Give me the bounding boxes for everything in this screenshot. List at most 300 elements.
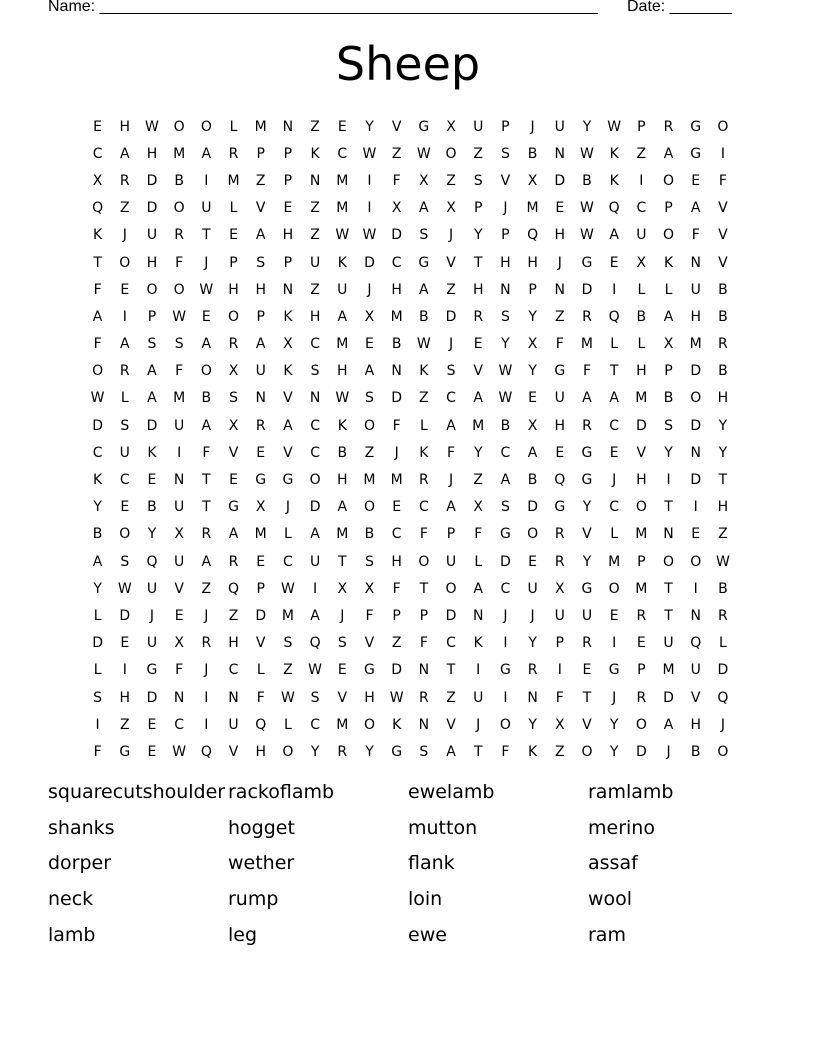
grid-cell: U xyxy=(201,200,212,217)
grid-cell: P xyxy=(637,662,646,679)
word-list-item: wool xyxy=(588,888,633,911)
grid-cell: K xyxy=(609,172,619,189)
grid-cell: E xyxy=(555,444,565,461)
grid-cell: U xyxy=(445,553,457,570)
grid-cell: C xyxy=(500,580,511,597)
word-list-item: rackoflamb xyxy=(228,781,335,803)
grid-cell: H xyxy=(527,254,538,271)
grid-cell: H xyxy=(337,472,348,489)
grid-cell: F xyxy=(555,689,564,706)
grid-cell: Y xyxy=(609,743,619,760)
grid-cell: F xyxy=(93,743,102,760)
grid-cell: Q xyxy=(255,716,267,733)
grid-cell: R xyxy=(418,689,429,706)
grid-cell: C xyxy=(310,336,320,353)
grid-cell: K xyxy=(419,363,429,380)
grid-cell: A xyxy=(119,145,130,162)
grid-cell: R xyxy=(663,118,674,135)
grid-cell: H xyxy=(717,499,729,516)
grid-cell: P xyxy=(446,526,456,543)
grid-cell: D xyxy=(146,417,158,434)
grid-cell: J xyxy=(285,499,290,516)
grid-cell: U xyxy=(174,553,185,570)
grid-cell: J xyxy=(557,254,562,271)
grid-cell: N xyxy=(663,526,674,543)
grid-cell: X xyxy=(446,118,456,135)
grid-cell: D xyxy=(364,254,375,271)
word-list-item: rump xyxy=(228,888,279,911)
grid-cell: L xyxy=(93,607,102,624)
grid-cell: L xyxy=(419,417,428,434)
grid-cell: Y xyxy=(718,444,728,461)
grid-cell: F xyxy=(447,444,456,461)
grid-cell: M xyxy=(635,390,648,407)
grid-cell: C xyxy=(92,145,103,162)
grid-cell: P xyxy=(501,118,510,135)
grid-row xyxy=(84,195,737,222)
grid-cell: O xyxy=(663,553,675,570)
grid-row xyxy=(84,738,737,765)
grid-cell: V xyxy=(228,743,239,760)
grid-cell: M xyxy=(254,118,267,135)
grid-cell: I xyxy=(367,200,372,217)
grid-cell: I xyxy=(367,172,372,189)
grid-row xyxy=(84,358,737,385)
grid-cell: U xyxy=(554,118,565,135)
grid-cell: E xyxy=(147,743,157,760)
grid-cell: V xyxy=(364,635,375,652)
grid-cell: H xyxy=(337,363,348,380)
grid-cell: M xyxy=(662,662,675,679)
grid-cell: Q xyxy=(200,743,212,760)
grid-cell: I xyxy=(122,308,127,325)
grid-cell: A xyxy=(337,499,348,516)
grid-cell: E xyxy=(229,472,238,489)
grid-cell: A xyxy=(283,417,293,434)
grid-cell: T xyxy=(718,472,728,489)
grid-cell: G xyxy=(255,472,267,489)
grid-cell: Z xyxy=(636,145,647,162)
grid-cell: R xyxy=(201,635,212,652)
grid-cell: L xyxy=(637,281,646,298)
grid-cell: I xyxy=(204,716,209,733)
grid-cell: T xyxy=(473,743,483,760)
grid-cell: M xyxy=(173,390,186,407)
grid-cell: J xyxy=(122,227,127,244)
grid-cell: O xyxy=(418,553,430,570)
grid-cell: E xyxy=(609,444,619,461)
grid-cell: J xyxy=(204,607,209,624)
grid-cell: D xyxy=(581,281,593,298)
grid-cell: D xyxy=(309,499,321,516)
grid-cell: Z xyxy=(473,145,484,162)
grid-cell: J xyxy=(530,607,535,624)
grid-cell: V xyxy=(636,444,647,461)
grid-cell: T xyxy=(419,580,429,597)
grid-cell: E xyxy=(691,526,701,543)
grid-row xyxy=(84,657,737,684)
grid-cell: T xyxy=(664,580,673,597)
grid-cell: X xyxy=(446,200,456,217)
grid-cell: W xyxy=(90,390,105,407)
grid-cell: F xyxy=(582,363,591,380)
grid-cell: V xyxy=(582,526,592,543)
grid-cell: X xyxy=(92,172,103,189)
word-list-item: hogget xyxy=(228,816,295,839)
grid-cell: K xyxy=(147,444,157,461)
grid-cell: M xyxy=(254,526,267,543)
grid-cell: M xyxy=(390,308,403,325)
grid-cell: S xyxy=(365,390,374,407)
grid-cell: S xyxy=(365,553,374,570)
grid-cell: C xyxy=(310,716,320,733)
grid-cell: W xyxy=(117,580,132,597)
grid-cell: V xyxy=(582,716,592,733)
grid-cell: B xyxy=(690,743,701,760)
grid-cell: M xyxy=(635,526,648,543)
grid-row xyxy=(84,602,737,629)
grid-cell: V xyxy=(283,390,293,407)
grid-cell: B xyxy=(391,336,402,353)
grid-cell: I xyxy=(204,689,209,706)
grid-cell: J xyxy=(448,336,454,353)
grid-cell: F xyxy=(392,172,401,189)
grid-cell: N xyxy=(173,472,185,489)
grid-cell: G xyxy=(364,662,375,679)
grid-cell: R xyxy=(582,308,592,325)
grid-cell: S xyxy=(500,499,510,516)
grid-cell: P xyxy=(528,281,537,298)
grid-cell: R xyxy=(228,336,239,353)
grid-cell: C xyxy=(391,526,402,543)
grid-cell: I xyxy=(720,145,725,162)
grid-cell: H xyxy=(690,716,701,733)
grid-cell: A xyxy=(92,553,103,570)
grid-cell: I xyxy=(612,635,617,652)
grid-cell: M xyxy=(336,716,349,733)
grid-cell: K xyxy=(473,635,483,652)
grid-cell: F xyxy=(175,363,184,380)
grid-row xyxy=(84,276,737,303)
grid-cell: H xyxy=(255,281,266,298)
grid-cell: B xyxy=(718,308,728,325)
grid-row xyxy=(84,140,737,167)
grid-cell: Z xyxy=(554,743,565,760)
grid-cell: S xyxy=(310,689,320,706)
grid-cell: E xyxy=(528,390,538,407)
grid-cell: H xyxy=(228,635,239,652)
grid-cell: F xyxy=(365,607,374,624)
grid-cell: C xyxy=(174,716,185,733)
grid-cell: F xyxy=(175,662,184,679)
grid-cell: A xyxy=(663,145,674,162)
grid-cell: Y xyxy=(609,716,619,733)
grid-cell: D xyxy=(92,635,103,652)
grid-cell: E xyxy=(582,662,592,679)
grid-cell: U xyxy=(174,417,185,434)
grid-cell: N xyxy=(391,363,402,380)
grid-cell: O xyxy=(663,227,675,244)
grid-cell: T xyxy=(664,607,673,624)
grid-cell: Y xyxy=(582,553,592,570)
grid-cell: O xyxy=(173,281,185,298)
grid-cell: Z xyxy=(310,118,320,135)
grid-cell: M xyxy=(526,200,539,217)
grid-cell: R xyxy=(527,662,538,679)
grid-cell: H xyxy=(364,689,375,706)
grid-cell: M xyxy=(580,336,594,353)
grid-cell: Y xyxy=(310,743,320,760)
grid-cell: I xyxy=(693,499,698,516)
grid-cell: E xyxy=(365,336,374,353)
grid-cell: P xyxy=(283,254,293,271)
grid-cell: P xyxy=(637,553,646,570)
grid-cell: O xyxy=(527,526,539,543)
grid-cell: Z xyxy=(446,172,456,189)
grid-cell: B xyxy=(92,526,103,543)
grid-cell: R xyxy=(718,607,728,624)
grid-cell: P xyxy=(555,635,564,652)
grid-cell: B xyxy=(201,390,212,407)
grid-cell: E xyxy=(120,499,130,516)
grid-cell: M xyxy=(336,336,349,353)
grid-cell: V xyxy=(228,444,239,461)
grid-cell: E xyxy=(120,281,130,298)
grid-cell: L xyxy=(229,200,238,217)
grid-cell: V xyxy=(255,200,266,217)
grid-cell: C xyxy=(283,553,293,570)
grid-cell: F xyxy=(419,635,428,652)
grid-cell: R xyxy=(174,227,185,244)
grid-cell: Y xyxy=(147,526,157,543)
grid-cell: Y xyxy=(365,743,374,760)
grid-cell: H xyxy=(717,390,729,407)
grid-cell: G xyxy=(554,499,566,516)
grid-cell: W xyxy=(389,689,404,706)
grid-cell: V xyxy=(718,227,728,244)
grid-cell: G xyxy=(499,662,511,679)
grid-cell: G xyxy=(581,580,593,597)
grid-cell: L xyxy=(637,336,646,353)
grid-cell: D xyxy=(635,417,647,434)
grid-cell: N xyxy=(472,607,484,624)
word-list-item: assaf xyxy=(588,852,638,875)
grid-cell: S xyxy=(120,417,130,434)
grid-cell: W xyxy=(145,118,159,135)
grid-cell: B xyxy=(636,308,647,325)
grid-cell: D xyxy=(500,553,511,570)
grid-cell: C xyxy=(500,444,511,461)
grid-cell: E xyxy=(229,227,238,244)
grid-cell: D xyxy=(391,390,403,407)
grid-cell: H xyxy=(146,254,158,271)
grid-cell: Z xyxy=(473,472,484,489)
grid-cell: S xyxy=(283,635,293,652)
grid-cell: N xyxy=(309,172,321,189)
grid-row xyxy=(84,548,737,575)
grid-cell: R xyxy=(473,308,484,325)
grid-cell: Y xyxy=(528,635,537,652)
grid-cell: L xyxy=(284,526,292,543)
letter-grid xyxy=(84,113,737,766)
grid-cell: A xyxy=(201,417,212,434)
grid-cell: P xyxy=(256,308,265,325)
grid-cell: A xyxy=(582,390,592,407)
grid-cell: R xyxy=(582,635,592,652)
grid-cell: N xyxy=(309,390,321,407)
grid-cell: E xyxy=(93,118,103,135)
grid-cell: M xyxy=(472,417,485,434)
grid-cell: O xyxy=(200,118,212,135)
grid-cell: Z xyxy=(283,662,293,679)
grid-row xyxy=(84,167,737,194)
grid-cell: H xyxy=(554,227,566,244)
grid-cell: Y xyxy=(473,444,483,461)
grid-cell: C xyxy=(636,200,647,217)
grid-cell: G xyxy=(690,118,702,135)
grid-cell: J xyxy=(720,716,725,733)
grid-cell: S xyxy=(419,227,429,244)
grid-cell: C xyxy=(92,444,103,461)
grid-cell: W xyxy=(580,227,594,244)
grid-cell: E xyxy=(174,607,184,624)
grid-cell: I xyxy=(693,580,698,597)
grid-cell: T xyxy=(202,227,211,244)
grid-cell: U xyxy=(473,689,484,706)
grid-cell: U xyxy=(554,607,565,624)
grid-cell: H xyxy=(636,363,647,380)
grid-cell: S xyxy=(664,417,673,434)
grid-cell: O xyxy=(445,580,457,597)
grid-cell: Z xyxy=(446,281,456,298)
grid-cell: C xyxy=(446,635,456,652)
grid-cell: D xyxy=(635,743,647,760)
grid-cell: U xyxy=(581,607,593,624)
grid-cell: L xyxy=(229,118,238,135)
grid-cell: D xyxy=(146,200,158,217)
grid-cell: W xyxy=(607,118,622,135)
grid-cell: A xyxy=(690,200,701,217)
grid-cell: Z xyxy=(419,390,429,407)
grid-cell: Z xyxy=(310,281,320,298)
grid-cell: X xyxy=(174,526,184,543)
grid-cell: W xyxy=(335,227,350,244)
grid-cell: C xyxy=(609,499,620,516)
grid-cell: O xyxy=(173,200,185,217)
grid-cell: M xyxy=(336,526,349,543)
grid-cell: V xyxy=(718,200,728,217)
word-list-item: ramlamb xyxy=(588,781,674,803)
grid-cell: X xyxy=(364,308,375,325)
grid-cell: U xyxy=(146,227,158,244)
grid-cell: O xyxy=(445,145,457,162)
word-list-item: ram xyxy=(588,923,626,946)
grid-cell: J xyxy=(448,472,454,489)
grid-cell: A xyxy=(147,363,157,380)
grid-cell: D xyxy=(255,607,267,624)
grid-cell: D xyxy=(554,172,566,189)
grid-cell: K xyxy=(609,145,619,162)
grid-cell: X xyxy=(228,363,239,380)
grid-cell: D xyxy=(146,689,158,706)
grid-cell: P xyxy=(392,607,401,624)
grid-cell: I xyxy=(122,662,127,679)
grid-cell: O xyxy=(92,363,104,380)
grid-cell: J xyxy=(448,227,454,244)
grid-cell: U xyxy=(174,499,185,516)
grid-cell: E xyxy=(691,172,701,189)
grid-cell: P xyxy=(283,172,293,189)
grid-cell: B xyxy=(174,172,184,189)
word-list-item: ewe xyxy=(408,923,447,946)
grid-cell: H xyxy=(472,281,484,298)
grid-cell: P xyxy=(147,308,157,325)
word-list-item: neck xyxy=(48,888,94,911)
grid-cell: D xyxy=(527,499,538,516)
grid-cell: T xyxy=(93,254,102,271)
grid-cell: W xyxy=(416,336,431,353)
grid-cell: A xyxy=(446,417,456,434)
grid-cell: N xyxy=(690,607,701,624)
grid-cell: V xyxy=(718,254,728,271)
grid-cell: H xyxy=(228,281,239,298)
grid-cell: D xyxy=(445,607,457,624)
word-list-item: wether xyxy=(228,852,295,875)
grid-cell: Z xyxy=(119,200,130,217)
grid-cell: T xyxy=(202,499,211,516)
grid-cell: U xyxy=(527,580,538,597)
grid-cell: Y xyxy=(501,336,510,353)
grid-cell: H xyxy=(636,472,647,489)
grid-cell: W xyxy=(280,580,295,597)
grid-cell: Y xyxy=(93,580,102,597)
grid-cell: K xyxy=(93,227,103,244)
grid-cell: R xyxy=(201,526,212,543)
date-field: Date: _______ xyxy=(627,0,732,15)
grid-cell: E xyxy=(473,336,483,353)
grid-cell: E xyxy=(392,499,402,516)
grid-cell: C xyxy=(446,390,456,407)
grid-cell: G xyxy=(119,743,131,760)
grid-cell: X xyxy=(663,336,674,353)
grid-cell: W xyxy=(308,662,323,679)
grid-cell: S xyxy=(337,635,347,652)
grid-cell: F xyxy=(93,336,102,353)
grid-cell: B xyxy=(527,145,538,162)
header-row xyxy=(48,0,748,20)
grid-cell: Q xyxy=(146,553,158,570)
grid-cell: V xyxy=(391,118,402,135)
grid-cell: C xyxy=(391,254,402,271)
grid-cell: U xyxy=(228,716,239,733)
grid-cell: O xyxy=(309,472,321,489)
grid-cell: K xyxy=(283,308,293,325)
grid-cell: O xyxy=(717,743,729,760)
grid-cell: O xyxy=(363,499,375,516)
grid-cell: Y xyxy=(473,227,483,244)
grid-cell: W xyxy=(416,145,431,162)
grid-row xyxy=(84,303,737,330)
grid-cell: A xyxy=(609,227,619,244)
grid-cell: N xyxy=(690,254,701,271)
grid-cell: B xyxy=(364,526,375,543)
grid-cell: N xyxy=(418,716,430,733)
grid-cell: W xyxy=(498,390,513,407)
grid-cell: S xyxy=(93,689,103,706)
grid-cell: E xyxy=(256,553,266,570)
grid-cell: A xyxy=(255,336,266,353)
grid-cell: X xyxy=(337,580,348,597)
